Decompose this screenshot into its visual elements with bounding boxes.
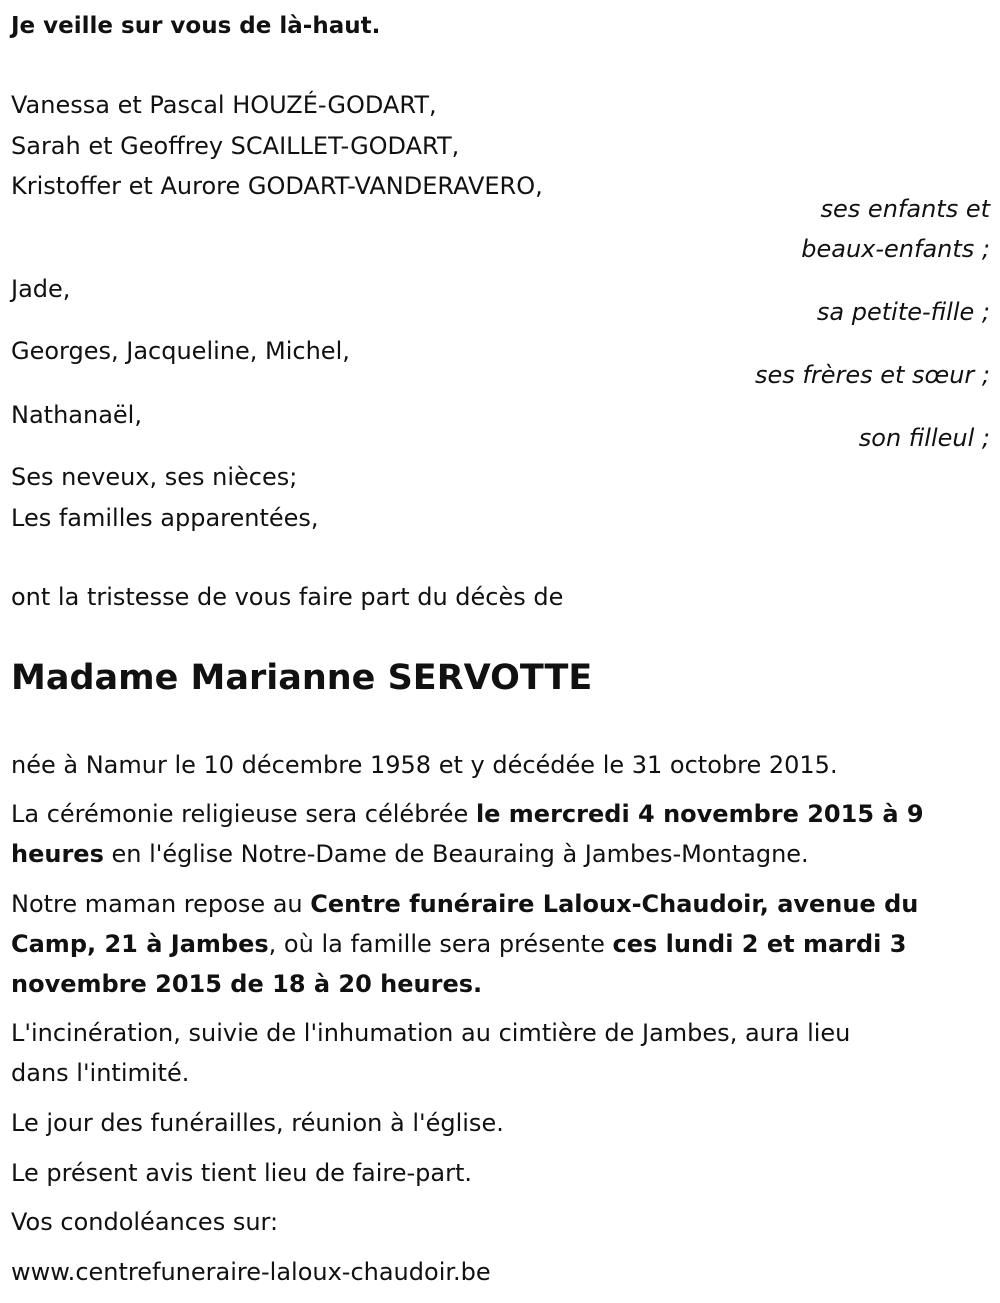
children-line-1: Vanessa et Pascal HOUZÉ-GODART, — [11, 91, 437, 119]
godson-role: son filleul ; — [858, 424, 990, 452]
children-role-2: beaux-enfants ; — [801, 235, 990, 263]
children-line-2: Sarah et Geoffrey SCAILLET-GODART, — [11, 132, 460, 160]
repose-text-1: Notre maman repose au — [11, 890, 311, 918]
siblings: Georges, Jacqueline, Michel, — [11, 337, 350, 365]
funeral-center: Centre funéraire Laloux-Chaudoir, avenue du — [310, 890, 919, 918]
ceremony-hour: heures — [11, 840, 104, 868]
children-role-1: ses enfants et — [820, 195, 990, 223]
ceremony-line-2 — [11, 839, 809, 869]
cremation-line-1: L'incinération, suivie de l'inhumation au cimtière de Jambes, aura lieu — [11, 1019, 851, 1047]
granddaughter-role: sa petite-fille ; — [816, 298, 990, 326]
announcement-intro: ont la tristesse de vous faire part du décès de — [11, 583, 564, 611]
ceremony-text-1: La cérémonie religieuse sera célébrée — [11, 800, 476, 828]
funeral-day-note: Le jour des funérailles, réunion à l'église. — [11, 1109, 504, 1137]
siblings-role: ses frères et sœur ; — [754, 361, 990, 389]
visitation-hours: novembre 2015 de 18 à 20 heures. — [11, 970, 483, 998]
nephews-nieces: Ses neveux, ses nièces; — [11, 463, 298, 491]
repose-line-1 — [11, 889, 918, 919]
notice-note: Le présent avis tient lieu de faire-part. — [11, 1159, 473, 1187]
repose-line-3 — [11, 969, 482, 999]
ceremony-line-1 — [11, 799, 924, 829]
godson: Nathanaël, — [11, 401, 142, 429]
birth-death-dates: née à Namur le 10 décembre 1958 et y décédée le 31 octobre 2015. — [11, 751, 838, 779]
condolences-link[interactable]: www.centrefuneraire-laloux-chaudoir.be — [11, 1258, 491, 1286]
condolences-label: Vos condoléances sur: — [11, 1208, 279, 1236]
funeral-center-address: Camp, 21 à Jambes — [11, 930, 269, 958]
children-line-3: Kristoffer et Aurore GODART-VANDERAVERO, — [11, 172, 543, 200]
ceremony-date: le mercredi 4 novembre 2015 à 9 — [475, 800, 924, 828]
deceased-name: Madame Marianne SERVOTTE — [11, 658, 593, 698]
motto: Je veille sur vous de là-haut. — [11, 13, 381, 39]
ceremony-text-2: en l'église Notre-Dame de Beauraing à Jambes-Montagne. — [103, 840, 809, 868]
visitation-days: ces lundi 2 et mardi 3 — [612, 930, 907, 958]
granddaughter: Jade, — [11, 275, 71, 303]
cremation-line-2: dans l'intimité. — [11, 1059, 190, 1087]
repose-text-2: , où la famille sera présente — [268, 930, 613, 958]
related-families: Les familles apparentées, — [11, 504, 319, 532]
repose-line-2 — [11, 929, 906, 959]
